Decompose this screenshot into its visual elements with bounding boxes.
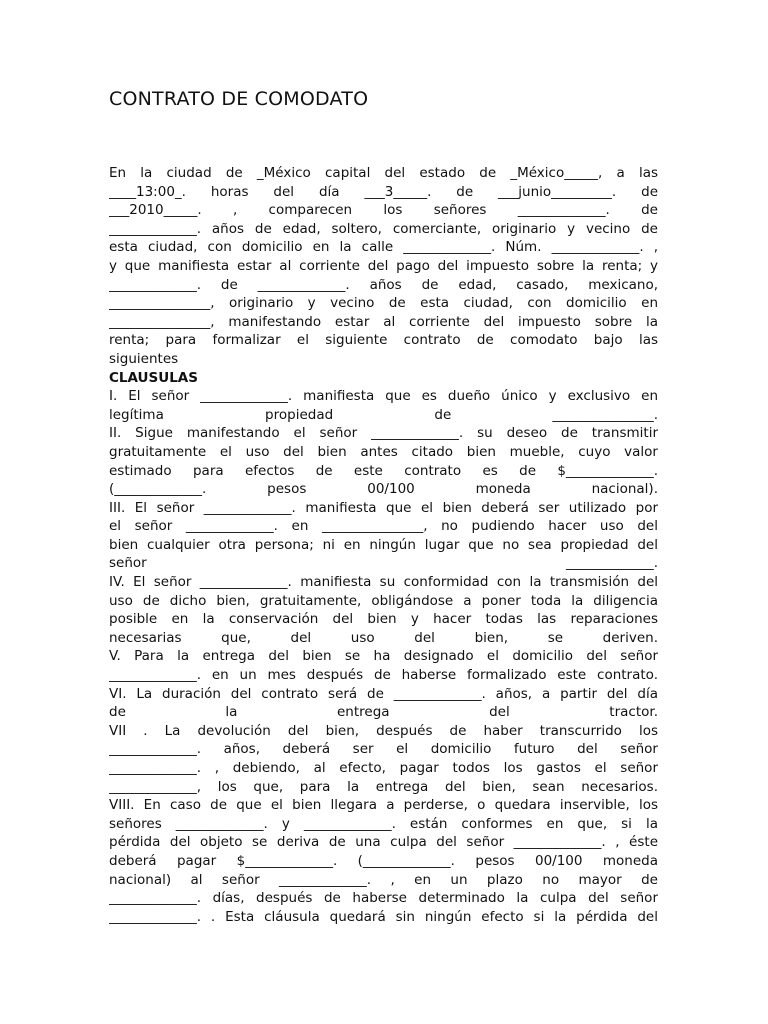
text-line: _____________. en un mes después de haberse formalizado este contrato. bbox=[109, 667, 658, 684]
text-line: _____________. . Esta cláusula quedará sin ningún efecto si la pérdida del bbox=[109, 908, 658, 925]
text-line: VII . La devolución del bien, después de haber transcurrido los bbox=[109, 722, 658, 739]
text-line: el señor _____________. en _______________, no pudiendo hacer uso del bbox=[109, 518, 658, 535]
text-line: bien cualquier otra persona; ni en ningún lugar que no sea propiedad del bbox=[109, 536, 658, 553]
document-title: CONTRATO DE COMODATO bbox=[109, 88, 369, 110]
text-line: IV. El señor _____________. manifiesta su conformidad con la transmisión del bbox=[109, 574, 658, 591]
text-line: III. El señor _____________. manifiesta que el bien deberá ser utilizado por bbox=[109, 499, 658, 516]
text-line: II. Sigue manifestando el señor _____________. su deseo de transmitir bbox=[109, 425, 658, 442]
text-line: deberá pagar $_____________. (_____________. pesos 00/100 moneda bbox=[109, 852, 658, 869]
text-line: uso de dicho bien, gratuitamente, obligándose a poner toda la diligencia bbox=[109, 592, 658, 609]
text-line: _____________. años, deberá ser el domicilio futuro del señor bbox=[109, 741, 658, 758]
text-line: nacional) al señor _____________. , en un plazo no mayor de bbox=[109, 871, 658, 888]
text-line: ____13:00_. horas del día ___3_____. de ___junio_________. de bbox=[109, 183, 658, 200]
text-line: pérdida del objeto se deriva de una culpa del señor _____________. , éste bbox=[109, 834, 658, 851]
text-line: señores _____________. y _____________. están conformes en que, si la bbox=[109, 815, 658, 832]
text-line: V. Para la entrega del bien se ha designado el domicilio del señor bbox=[109, 648, 658, 665]
text-line: ___2010_____. , comparecen los señores _____________. de bbox=[109, 202, 658, 219]
document-body bbox=[109, 164, 658, 926]
text-line: _____________. días, después de haberse determinado la culpa del señor bbox=[109, 890, 658, 907]
text-line: VIII. En caso de que el bien llegara a perderse, o quedara inservible, los bbox=[109, 797, 658, 814]
text-line: siguientes bbox=[109, 350, 179, 367]
text-line: _______________, originario y vecino de esta ciudad, con domicilio en bbox=[109, 295, 658, 312]
text-line: estimado para efectos de este contrato es de $_____________. bbox=[109, 462, 658, 479]
text-line: renta; para formalizar el siguiente contrato de comodato bajo las bbox=[109, 332, 658, 349]
text-line: En la ciudad de _México capital del estado de _México_____, a las bbox=[109, 165, 658, 181]
text-line: _____________. , debiendo, al efecto, pagar todos los gastos el señor bbox=[109, 760, 658, 776]
text-line: y que manifiesta estar al corriente del pago del impuesto sobre la renta; y bbox=[109, 257, 658, 274]
text-line: de la entrega del tractor. bbox=[109, 704, 658, 721]
text-line: _____________. de _____________. años de edad, casado, mexicano, bbox=[109, 276, 658, 293]
text-line: _____________. años de edad, soltero, comerciante, originario y vecino de bbox=[109, 220, 658, 237]
text-line: legítima propiedad de _______________. bbox=[109, 406, 658, 423]
text-line: señor _____________. bbox=[109, 555, 658, 572]
text-line: gratuitamente el uso del bien antes citado bien mueble, cuyo valor bbox=[109, 443, 658, 460]
text-line: (_____________. pesos 00/100 moneda nacional). bbox=[109, 481, 658, 498]
text-line: esta ciudad, con domicilio en la calle _____________. Núm. _____________. , bbox=[109, 239, 658, 256]
text-line: I. El señor _____________. manifiesta que es dueño único y exclusivo en bbox=[109, 388, 658, 405]
text-line: _______________, manifestando estar al corriente del impuesto sobre la bbox=[109, 313, 658, 330]
text-line: _____________, los que, para la entrega del bien, sean necesarios. bbox=[109, 778, 658, 795]
section-heading: CLAUSULAS bbox=[109, 369, 198, 386]
text-line: VI. La duración del contrato será de _____________. años, a partir del día bbox=[109, 685, 658, 702]
text-line: necesarias que, del uso del bien, se deriven. bbox=[109, 629, 658, 646]
text-line: posible en la conservación del bien y hacer todas las reparaciones bbox=[109, 611, 658, 628]
